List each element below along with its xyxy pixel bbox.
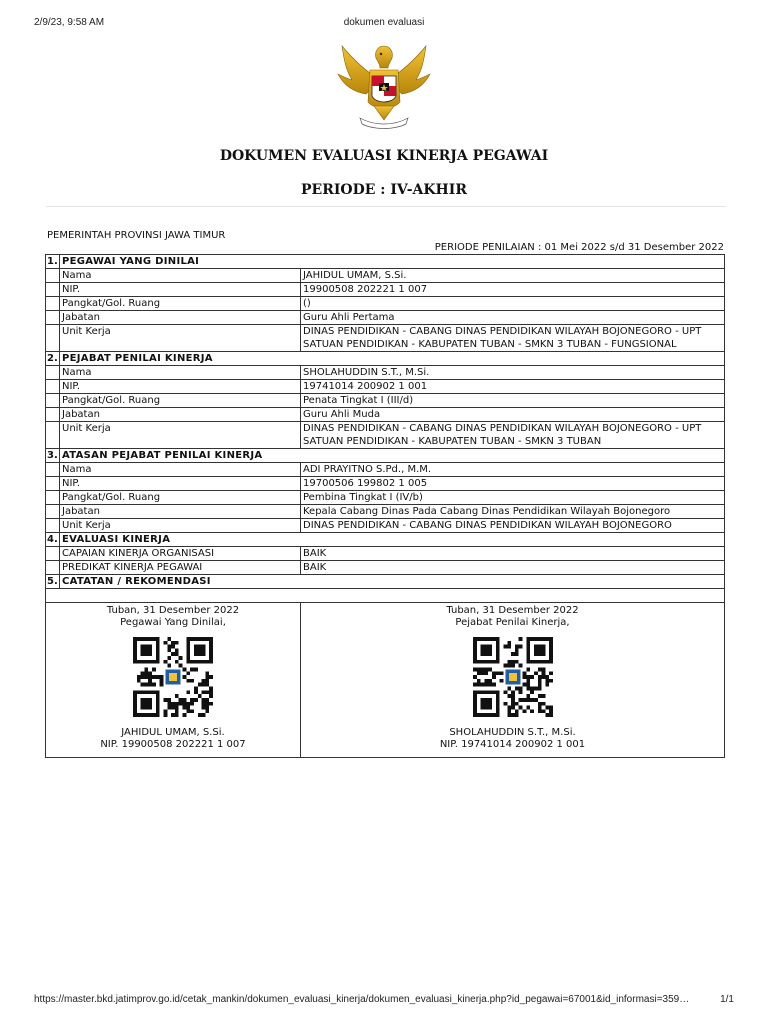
- field-label: CAPAIAN KINERJA ORGANISASI: [60, 547, 301, 561]
- print-footer: [34, 994, 734, 1008]
- field-label: Pangkat/Gol. Ruang: [60, 491, 301, 505]
- section-header: [46, 449, 725, 463]
- garuda-emblem-icon: [334, 40, 434, 136]
- evaluation-table: [45, 254, 725, 758]
- section-number: 2.: [47, 353, 58, 364]
- field-label: Jabatan: [60, 505, 301, 519]
- organization-name: PEMERINTAH PROVINSI JAWA TIMUR: [47, 230, 226, 241]
- notes-row: [46, 589, 725, 603]
- table-row: [46, 463, 725, 477]
- section-title: PEGAWAI YANG DINILAI: [60, 255, 725, 269]
- qr-code-icon: [131, 637, 215, 717]
- print-page-title: dokumen evaluasi: [343, 17, 425, 28]
- field-value: 19900508 202221 1 007: [301, 283, 725, 297]
- field-value: BAIK: [301, 547, 725, 561]
- field-value: DINAS PENDIDIKAN - CABANG DINAS PENDIDIKAN WILAYAH BOJONEGORO: [301, 519, 725, 533]
- print-header: [34, 17, 734, 31]
- table-row: [46, 422, 725, 449]
- section-number: 3.: [47, 450, 58, 461]
- print-url: https://master.bkd.jatimprov.go.id/cetak_mankin/dokumen_evaluasi_kinerja/dokumen_evaluasi_kinerja.php?id_pegawai=67001&id_informasi=359…: [34, 994, 690, 1005]
- field-value: JAHIDUL UMAM, S.Si.: [301, 269, 725, 283]
- field-value: Penata Tingkat I (III/d): [301, 394, 725, 408]
- table-row: [46, 269, 725, 283]
- signature-right: [301, 603, 725, 758]
- section-title: EVALUASI KINERJA: [60, 533, 725, 547]
- table-row: [46, 380, 725, 394]
- field-label: Nama: [60, 366, 301, 380]
- section-number: 5.: [47, 576, 58, 587]
- field-label: PREDIKAT KINERJA PEGAWAI: [60, 561, 301, 575]
- section-title: CATATAN / REKOMENDASI: [60, 575, 725, 589]
- field-value: Guru Ahli Pertama: [301, 311, 725, 325]
- table-row: [46, 297, 725, 311]
- field-label: Jabatan: [60, 408, 301, 422]
- notes-content: [46, 589, 725, 603]
- divider: [46, 206, 726, 207]
- table-row: [46, 477, 725, 491]
- field-label: Pangkat/Gol. Ruang: [60, 297, 301, 311]
- field-label: Pangkat/Gol. Ruang: [60, 394, 301, 408]
- table-row: [46, 325, 725, 352]
- section-header: [46, 533, 725, 547]
- print-timestamp: 2/9/23, 9:58 AM: [34, 17, 105, 28]
- field-value: (): [301, 297, 725, 311]
- field-label: NIP.: [60, 283, 301, 297]
- field-value: Pembina Tingkat I (IV/b): [301, 491, 725, 505]
- field-value: 19700506 199802 1 005: [301, 477, 725, 491]
- section-header: [46, 352, 725, 366]
- sign-nip: NIP. 19900508 202221 1 007: [100, 739, 246, 750]
- document-title: DOKUMEN EVALUASI KINERJA PEGAWAI: [219, 148, 549, 164]
- sign-name: SHOLAHUDDIN S.T., M.Si.: [449, 727, 576, 738]
- sign-nip: NIP. 19741014 200902 1 001: [439, 739, 586, 750]
- table-row: [46, 394, 725, 408]
- table-row: [46, 491, 725, 505]
- sign-name: JAHIDUL UMAM, S.Si.: [121, 727, 225, 738]
- field-label: Nama: [60, 463, 301, 477]
- table-row: [46, 547, 725, 561]
- field-value: SHOLAHUDDIN S.T., M.Si.: [301, 366, 725, 380]
- field-value: BAIK: [301, 561, 725, 575]
- table-row: [46, 283, 725, 297]
- sign-role: Pegawai Yang Dinilai,: [120, 617, 226, 628]
- section-number: 4.: [47, 534, 58, 545]
- table-row: [46, 408, 725, 422]
- field-value: ADI PRAYITNO S.Pd., M.M.: [301, 463, 725, 477]
- qr-code-icon: [471, 637, 555, 717]
- print-page-number: 1/1: [720, 994, 734, 1005]
- field-label: Unit Kerja: [60, 422, 301, 449]
- field-value: 19741014 200902 1 001: [301, 380, 725, 394]
- section-header: [46, 255, 725, 269]
- section-title: ATASAN PEJABAT PENILAI KINERJA: [60, 449, 725, 463]
- sign-role: Pejabat Penilai Kinerja,: [455, 617, 570, 628]
- table-row: [46, 519, 725, 533]
- signature-row: [46, 603, 725, 758]
- table-row: [46, 311, 725, 325]
- field-value: DINAS PENDIDIKAN - CABANG DINAS PENDIDIKAN WILAYAH BOJONEGORO - UPT SATUAN PENDIDIKAN - KABUPATEN TUBAN - SMKN 3 TUBAN - FUNGSIONAL: [301, 325, 725, 352]
- field-label: Nama: [60, 269, 301, 283]
- table-row: [46, 366, 725, 380]
- sign-place-date: Tuban, 31 Desember 2022: [446, 605, 579, 616]
- field-label: Unit Kerja: [60, 519, 301, 533]
- document-period: PERIODE : IV-AKHIR: [301, 182, 467, 198]
- field-label: Unit Kerja: [60, 325, 301, 352]
- sign-place-date: Tuban, 31 Desember 2022: [106, 605, 240, 616]
- field-value: Guru Ahli Muda: [301, 408, 725, 422]
- field-value: Kepala Cabang Dinas Pada Cabang Dinas Pendidikan Wilayah Bojonegoro: [301, 505, 725, 519]
- field-label: NIP.: [60, 477, 301, 491]
- field-label: NIP.: [60, 380, 301, 394]
- signature-left: [46, 603, 301, 758]
- section-title: PEJABAT PENILAI KINERJA: [60, 352, 725, 366]
- table-row: [46, 561, 725, 575]
- assessment-period: PERIODE PENILAIAN : 01 Mei 2022 s/d 31 Desember 2022: [434, 242, 724, 253]
- section-number: 1.: [47, 256, 58, 267]
- table-row: [46, 505, 725, 519]
- field-value: DINAS PENDIDIKAN - CABANG DINAS PENDIDIKAN WILAYAH BOJONEGORO - UPT SATUAN PENDIDIKAN - KABUPATEN TUBAN - SMKN 3 TUBAN: [301, 422, 725, 449]
- section-header: [46, 575, 725, 589]
- field-label: Jabatan: [60, 311, 301, 325]
